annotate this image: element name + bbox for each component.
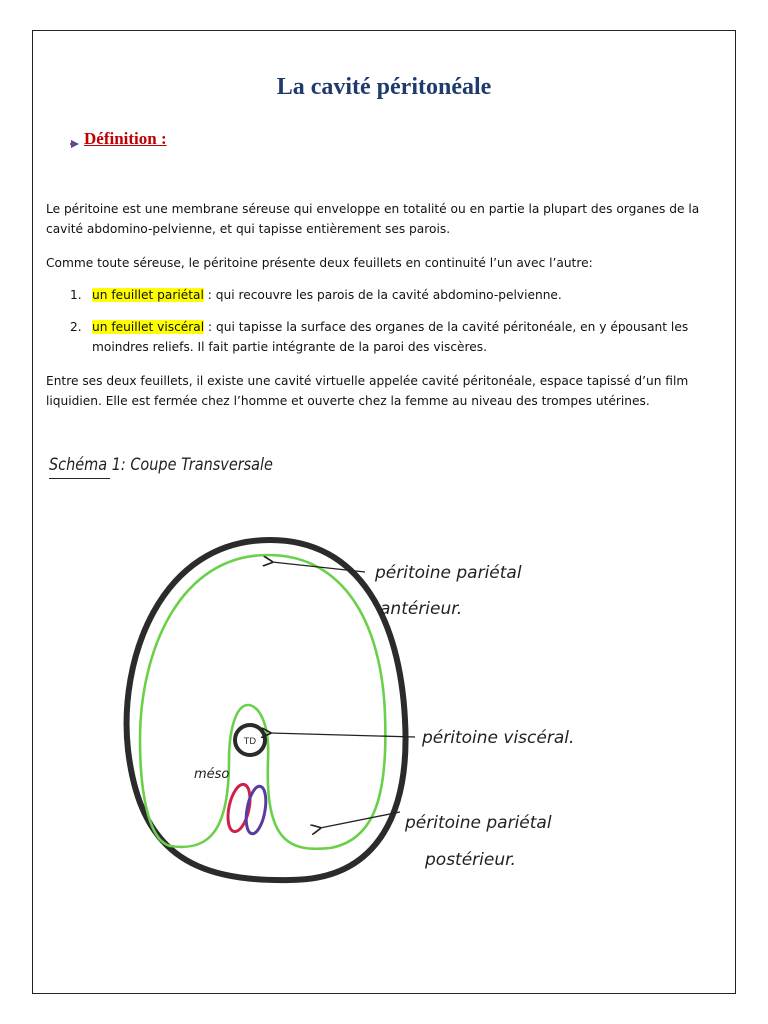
posterior-label-line2: postérieur. — [425, 850, 516, 870]
paragraph-feuillets: Comme toute séreuse, le péritoine présente deux feuillets en continuité l’un avec l’autre: — [46, 256, 593, 270]
list-number: 2. — [70, 320, 82, 334]
definition-label: Définition : — [84, 129, 167, 148]
anterior-label-line1: péritoine pariétal — [375, 563, 522, 583]
highlighted-term: un feuillet viscéral — [92, 320, 205, 334]
parietal-peritoneum-line — [140, 555, 385, 849]
meso-label: méso — [194, 767, 230, 782]
anterior-label-line2: antérieur. — [380, 599, 463, 619]
digestive-organ — [235, 725, 265, 755]
visceral-label: péritoine viscéral. — [422, 728, 575, 748]
page-title: La cavité péritonéale — [276, 74, 492, 100]
highlighted-term: un feuillet pariétal — [92, 288, 204, 302]
list-description: : qui tapisse la surface des organes de la cavité péritonéale, en y épousant les moindres reliefs. Il fait partie intégrante de la paroi des viscères. — [92, 320, 689, 354]
visceral-arrow — [270, 733, 415, 737]
blue-vessel — [243, 785, 269, 835]
list-number: 1. — [70, 288, 82, 302]
organ-label: TD — [243, 737, 257, 747]
schema-caption: Schéma 1: Coupe Transversale — [49, 455, 273, 475]
list-description: : qui recouvre les parois de la cavité abdomino-pelvienne. — [203, 288, 562, 302]
paragraph-definition: Le péritoine est une membrane séreuse qui enveloppe en totalité ou en partie la plupart des organes de la cavité abdomino-pelvienne, et qui tapisse entièrement ses parois. — [46, 202, 700, 236]
paragraph-cavite: Entre ses deux feuillets, il existe une cavité virtuelle appelée cavité péritonéale, espace tapissé d’un film liquidien. Elle est fermée chez l’homme et ouverte chez la femme au niveau des trompes utérines. — [46, 374, 689, 408]
posterior-label-line1: péritoine pariétal — [405, 813, 552, 833]
schema-caption-underline — [49, 478, 110, 479]
